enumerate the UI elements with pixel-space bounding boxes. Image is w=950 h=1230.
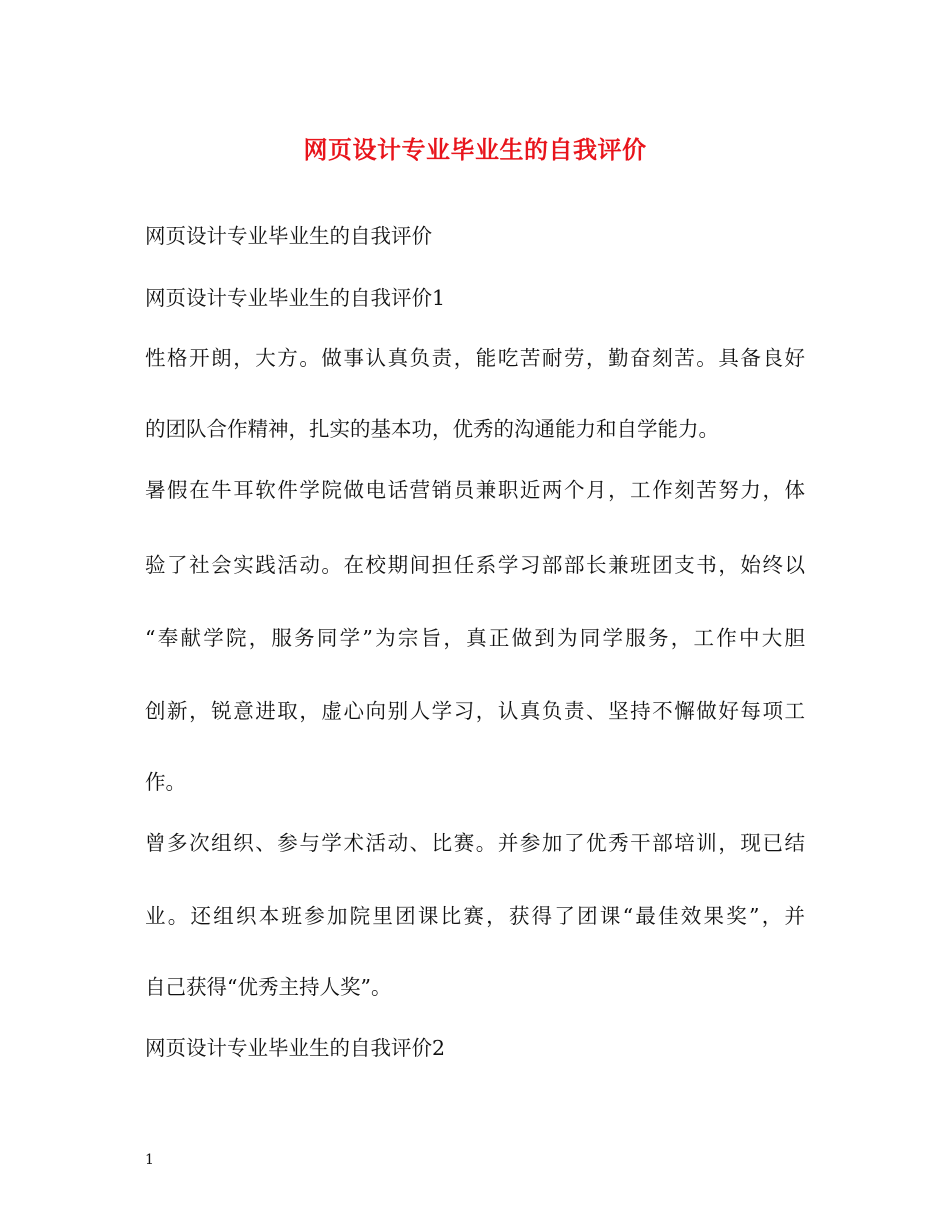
section-heading-1: 网页设计专业毕业生的自我评价1 bbox=[145, 286, 446, 310]
paragraph-line: 作。 bbox=[145, 770, 186, 794]
paragraph-line: 业。还组织本班参加院里团课比赛，获得了团课“最佳效果奖”，并 bbox=[145, 904, 805, 928]
paragraph-line: 暑假在牛耳软件学院做电话营销员兼职近两个月，工作刻苦努力，体 bbox=[145, 478, 805, 502]
paragraph-line: 创新，锐意进取，虚心向别人学习，认真负责、坚持不懈做好每项工 bbox=[145, 699, 805, 723]
section-heading-2: 网页设计专业毕业生的自我评价2 bbox=[145, 1036, 446, 1060]
subtitle-line: 网页设计专业毕业生的自我评价 bbox=[145, 224, 432, 248]
page-number: 1 bbox=[145, 1152, 154, 1168]
paragraph-line: 验了社会实践活动。在校期间担任系学习部部长兼班团支书，始终以 bbox=[145, 553, 805, 577]
paragraph-line: 自己获得“优秀主持人奖”。 bbox=[145, 975, 392, 999]
paragraph-line: 曾多次组织、参与学术活动、比赛。并参加了优秀干部培训，现已结 bbox=[145, 831, 805, 855]
paragraph-line: “奉献学院，服务同学”为宗旨，真正做到为同学服务，工作中大胆 bbox=[145, 626, 805, 650]
paragraph-line: 的团队合作精神，扎实的基本功，优秀的沟通能力和自学能力。 bbox=[145, 417, 719, 441]
paragraph-line: 性格开朗，大方。做事认真负责，能吃苦耐劳，勤奋刻苦。具备良好 bbox=[145, 346, 805, 370]
page-title: 网页设计专业毕业生的自我评价 bbox=[303, 135, 647, 164]
